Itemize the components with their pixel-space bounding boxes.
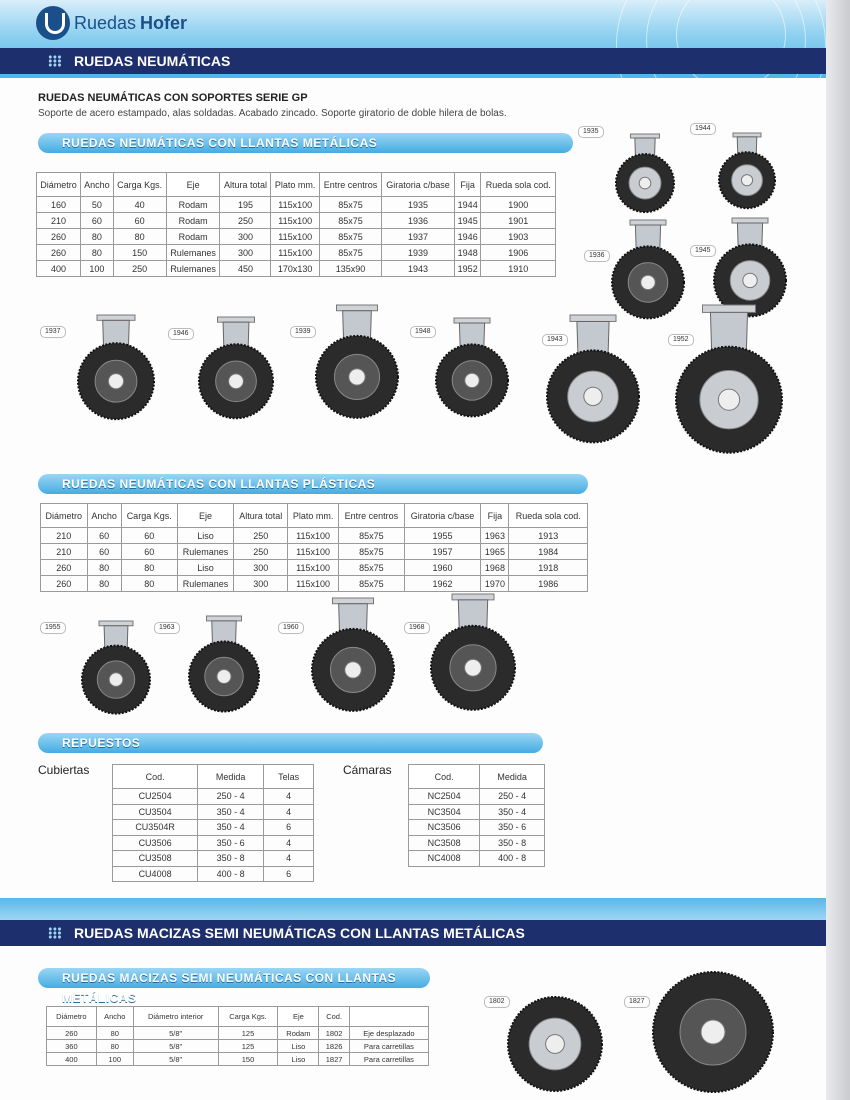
table-cell: Para carretillas [349,1053,428,1066]
caster-wheel-image [432,316,512,420]
product-code-tag: 1939 [290,326,316,338]
table-cell: 85x75 [339,528,405,544]
table-cell: 1936 [382,213,455,229]
column-header: Altura total [234,504,288,528]
column-header: Cod. [319,1007,349,1027]
metal-wheels-table [36,172,556,277]
table-cell: 60 [87,544,121,560]
column-header: Carga Kgs. [113,173,166,197]
caster-wheel-image [612,132,678,216]
table-cell: 1826 [319,1040,349,1053]
table-cell: Liso [278,1040,319,1053]
table-row [113,851,314,867]
table-row [41,544,588,560]
column-header: Diámetro [47,1007,97,1027]
product-code-tag: 1937 [40,326,66,338]
table-row [113,804,314,820]
table-cell: 400 [37,261,81,277]
table-cell: NC3504 [409,804,480,820]
table-cell: 115x100 [288,544,339,560]
grid-dots-icon [48,927,62,939]
column-header: Cod. [113,765,198,789]
column-header: Eje [166,173,220,197]
table-cell: 80 [96,1040,133,1053]
table-cell: Para carretillas [349,1040,428,1053]
table-row [37,197,556,213]
table-cell: 125 [218,1027,278,1040]
table-row [47,1027,429,1040]
table-cell: 115x100 [288,528,339,544]
table-cell: 115x100 [271,229,319,245]
section2-title-bar [0,920,826,946]
table-cell: 300 [234,576,288,592]
table-cell: 350 - 6 [198,835,264,851]
cubiertas-table [112,764,314,882]
table-cell: 60 [113,213,166,229]
table-row [37,213,556,229]
table-cell: 1943 [382,261,455,277]
table-cell: 60 [81,213,113,229]
plastic-table-title: RUEDAS NEUMÁTICAS CON LLANTAS PLÁSTICAS [38,474,588,494]
table-cell: 4 [264,835,314,851]
product-code-tag: 1963 [154,622,180,634]
table-row [37,245,556,261]
caster-wheel-image [74,313,158,423]
table-cell: 250 [220,213,271,229]
column-header: Giratoria c/base [382,173,455,197]
column-header: Altura total [220,173,271,197]
table-row [113,789,314,805]
column-header: Entre centros [339,504,405,528]
column-header: Ancho [96,1007,133,1027]
table-cell: 250 [234,528,288,544]
table-cell: CU3504R [113,820,198,836]
table-cell: NC2504 [409,789,480,805]
table-cell: 50 [81,197,113,213]
table-cell: 1957 [404,544,481,560]
table-cell: 1965 [481,544,509,560]
table-cell: 60 [87,528,121,544]
table-row [41,576,588,592]
table-row [409,820,545,836]
table-cell: 115x100 [288,576,339,592]
table-cell: 85x75 [339,544,405,560]
table-cell: 4 [264,804,314,820]
table-cell: 1802 [319,1027,349,1040]
table-cell: 80 [121,576,177,592]
column-header: Carga Kgs. [121,504,177,528]
caster-wheel-image [504,993,606,1095]
caster-wheel-image [312,303,402,422]
product-code-tag: 1955 [40,622,66,634]
caster-wheel-image [185,614,263,716]
table-cell: 5/8" [133,1040,218,1053]
table-row [409,851,545,867]
table-cell: 80 [113,229,166,245]
product-code-tag: 1944 [690,123,716,135]
product-code-tag: 1943 [542,334,568,346]
repuestos-title: REPUESTOS [38,733,543,753]
table-cell: Liso [278,1053,319,1066]
product-code-tag: 1945 [690,245,716,257]
table-cell: 150 [218,1053,278,1066]
product-code-tag: 1935 [578,126,604,138]
column-header: Fija [481,504,509,528]
table-cell: 210 [41,528,88,544]
column-header: Plato mm. [271,173,319,197]
table-row [409,835,545,851]
table-cell: NC3506 [409,820,480,836]
table-cell: 1970 [481,576,509,592]
table-cell: 85x75 [339,560,405,576]
product-code-tag: 1827 [624,996,650,1008]
table-cell: 150 [113,245,166,261]
binding-edge [826,0,850,1100]
table-cell: 1963 [481,528,509,544]
table-cell: 4 [264,789,314,805]
table-cell: 400 - 8 [198,866,264,882]
table-cell: 1955 [404,528,481,544]
table-cell: 1900 [481,197,556,213]
table-cell: 80 [87,576,121,592]
table-cell: 100 [81,261,113,277]
product-code-tag: 1936 [584,250,610,262]
table-cell: CU3504 [113,804,198,820]
table-cell: 6 [264,820,314,836]
product-code-tag: 1946 [168,328,194,340]
table-cell: 115x100 [271,213,319,229]
table-cell: CU3508 [113,851,198,867]
cubiertas-label: Cubiertas [38,763,90,777]
table-cell: 250 [234,544,288,560]
table-cell: 250 - 4 [198,789,264,805]
table-cell: 350 - 8 [198,851,264,867]
table-cell: 210 [37,213,81,229]
table-cell: 250 - 4 [480,789,545,805]
table-cell: 160 [37,197,81,213]
table-row [113,835,314,851]
brand-mark-icon [36,6,70,40]
column-header: Giratoria c/base [404,504,481,528]
table-cell: 85x75 [319,229,381,245]
table-cell: 100 [96,1053,133,1066]
table-cell: 260 [41,576,88,592]
table-cell: 1984 [509,544,588,560]
table-cell: 5/8" [133,1053,218,1066]
table-cell: 350 - 6 [480,820,545,836]
table-cell: Liso [177,560,234,576]
column-header: Diámetro interior [133,1007,218,1027]
column-header: Plato mm. [288,504,339,528]
table-cell: 1948 [454,245,481,261]
camaras-label: Cámaras [343,763,392,777]
table-row [113,866,314,882]
table-cell: 1946 [454,229,481,245]
table-cell: 1939 [382,245,455,261]
table-cell: 1962 [404,576,481,592]
table-cell: 260 [47,1027,97,1040]
table-cell: 1910 [481,261,556,277]
column-header: Medida [480,765,545,789]
metal-table-title: RUEDAS NEUMÁTICAS CON LLANTAS METÁLICAS [38,133,573,153]
table-cell: Rulemanes [166,261,220,277]
table-cell: 60 [121,544,177,560]
table-cell: 260 [41,560,88,576]
table-cell: 260 [37,245,81,261]
solid-wheels-table [46,1006,429,1066]
caster-wheel-image [672,303,786,457]
table-cell: 400 - 8 [480,851,545,867]
table-cell: Rodam [166,229,220,245]
table-row [47,1040,429,1053]
product-code-tag: 1948 [410,326,436,338]
table-cell: 1944 [454,197,481,213]
table-row [409,789,545,805]
table-cell: 85x75 [319,213,381,229]
table-cell: 350 - 8 [480,835,545,851]
column-header: Fija [454,173,481,197]
table-cell: 300 [234,560,288,576]
caster-wheel-image [78,619,154,718]
brand-word2: Hofer [140,12,188,33]
table-cell: 1903 [481,229,556,245]
column-header: Telas [264,765,314,789]
table-cell: NC4008 [409,851,480,867]
table-row [113,820,314,836]
table-cell: 1968 [481,560,509,576]
product-code-tag: 1968 [404,622,430,634]
column-header: Cod. [409,765,480,789]
grid-dots-icon [48,55,62,67]
table-cell: 400 [47,1053,97,1066]
table-cell: 1952 [454,261,481,277]
section-title: RUEDAS NEUMÁTICAS [74,53,231,69]
table-cell: CU4008 [113,866,198,882]
table-cell: 450 [220,261,271,277]
table-cell: 1901 [481,213,556,229]
table-cell: 85x75 [319,197,381,213]
table-cell: 1945 [454,213,481,229]
caster-wheel-image [308,596,398,715]
column-header: Ancho [87,504,121,528]
caster-wheel-image [715,131,779,212]
table-row [47,1053,429,1066]
table-cell: 1960 [404,560,481,576]
column-header: Ancho [81,173,113,197]
table-cell: 195 [220,197,271,213]
table-cell: 1935 [382,197,455,213]
table-cell: 40 [113,197,166,213]
section-title-bar [0,48,826,74]
table-cell: 360 [47,1040,97,1053]
table-cell: CU2504 [113,789,198,805]
column-header: Medida [198,765,264,789]
table-cell: 1906 [481,245,556,261]
plastic-wheels-table [40,503,588,592]
table-row [41,528,588,544]
table-cell: 4 [264,851,314,867]
table-cell: Rulemanes [177,544,234,560]
table-cell: 80 [81,229,113,245]
table-cell: 80 [121,560,177,576]
column-header: Eje [177,504,234,528]
table-cell: Rodam [166,213,220,229]
table-cell: 260 [37,229,81,245]
brand-word1: Ruedas [74,12,137,33]
table-cell: 250 [113,261,166,277]
column-header: Entre centros [319,173,381,197]
caster-wheel-image [427,592,519,714]
table-row [37,229,556,245]
table-cell: Rodam [166,197,220,213]
table-cell: 350 - 4 [480,804,545,820]
table-cell: 85x75 [319,245,381,261]
table-cell: 1986 [509,576,588,592]
table-cell: 1918 [509,560,588,576]
table-cell: 80 [96,1027,133,1040]
table-row [41,560,588,576]
table-cell: 80 [81,245,113,261]
column-header: Carga Kgs. [218,1007,278,1027]
table-cell: 300 [220,245,271,261]
table-cell: Rulemanes [166,245,220,261]
table-cell: 170x130 [271,261,319,277]
table-cell: 1827 [319,1053,349,1066]
table-cell: 135x90 [319,261,381,277]
table-row [37,261,556,277]
table-cell: 115x100 [271,197,319,213]
table-cell: 5/8" [133,1027,218,1040]
table-cell: Rulemanes [177,576,234,592]
table-cell: 1913 [509,528,588,544]
column-header: Rueda sola cod. [509,504,588,528]
table-cell: Liso [177,528,234,544]
brand-logo [36,6,187,40]
table-cell: 80 [87,560,121,576]
product-code-tag: 1960 [278,622,304,634]
camaras-table [408,764,545,867]
table-cell: 210 [41,544,88,560]
product-code-tag: 1952 [668,334,694,346]
table-cell: CU3506 [113,835,198,851]
table-cell: Eje desplazado [349,1027,428,1040]
intro-heading: RUEDAS NEUMÁTICAS CON SOPORTES SERIE GP [38,92,308,104]
solid-table-title: RUEDAS MACIZAS SEMI NEUMÁTICAS CON LLANTAS METÁLICAS [38,968,430,988]
table-cell: 1937 [382,229,455,245]
table-cell: 125 [218,1040,278,1053]
caster-wheel-image [649,968,777,1096]
column-header: Eje [278,1007,319,1027]
column-header: Diámetro [41,504,88,528]
section2-title: RUEDAS MACIZAS SEMI NEUMÁTICAS CON LLANTAS METÁLICAS [74,925,525,941]
product-code-tag: 1802 [484,996,510,1008]
table-cell: 350 - 4 [198,820,264,836]
table-cell: 350 - 4 [198,804,264,820]
caster-wheel-image [195,315,277,422]
table-cell: Rodam [278,1027,319,1040]
caster-wheel-image [543,313,643,446]
table-cell: 85x75 [339,576,405,592]
table-row [409,804,545,820]
column-header: Rueda sola cod. [481,173,556,197]
table-cell: 115x100 [288,560,339,576]
table-cell: NC3508 [409,835,480,851]
column-header: Diámetro [37,173,81,197]
intro-text: Soporte de acero estampado, alas soldadas. Acabado zincado. Soporte giratorio de doble hilera de bolas. [38,108,507,119]
table-cell: 60 [121,528,177,544]
table-cell: 115x100 [271,245,319,261]
column-header [349,1007,428,1027]
table-cell: 300 [220,229,271,245]
table-cell: 6 [264,866,314,882]
